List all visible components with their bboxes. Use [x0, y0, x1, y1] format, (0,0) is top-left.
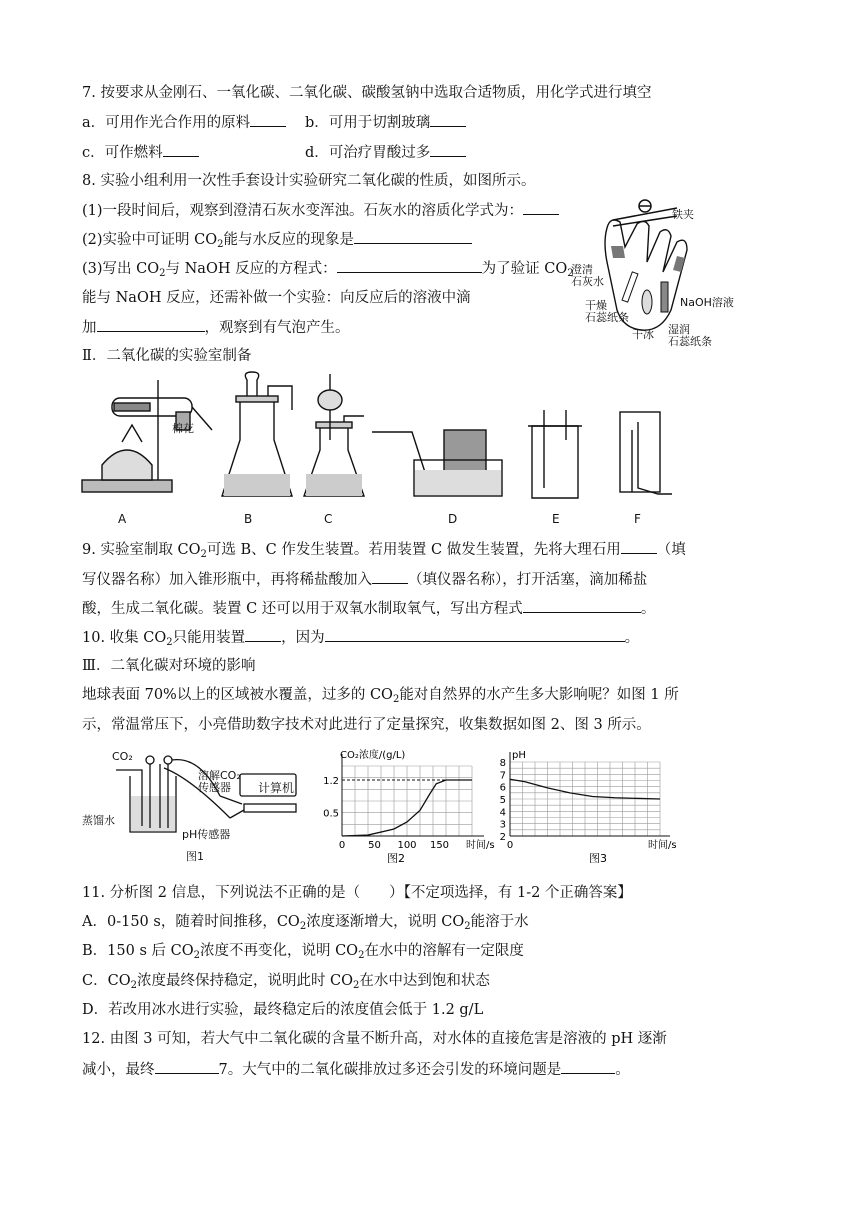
figure-3-chart	[488, 748, 688, 863]
dry-ice-icon	[642, 290, 652, 314]
q10-blank-device[interactable]	[245, 628, 281, 642]
q11-option-c[interactable]	[82, 972, 490, 995]
x-tick-label: 100	[397, 840, 417, 851]
q9-text-c: （填	[656, 542, 686, 558]
q8-p3-text-c: 为了验证 CO	[481, 261, 568, 277]
q7-c-text: c．可作燃料	[82, 145, 163, 161]
label-clip: 铁夹	[672, 208, 694, 221]
q8-p2-text-b: 能与水反应的现象是	[223, 232, 355, 248]
subscript: 2	[299, 921, 307, 932]
x-tick-label: 0	[506, 840, 514, 851]
q8-p3-text-b: 与 NaOH 反应的方程式：	[165, 261, 337, 277]
fig1-co2-sensor-label: 溶解CO₂ 传感器	[198, 769, 241, 794]
label-cotton: 棉花	[172, 422, 194, 435]
q11-stem: 11. 分析图 2 信息，下列说法不正确的是（ ）【不定项选择，有 1-2 个正确答案】	[82, 885, 632, 901]
apparatus-label-e: E	[552, 512, 560, 526]
q10	[82, 628, 639, 652]
apparatus-e	[528, 410, 582, 498]
y-tick-label: 6	[499, 782, 506, 794]
q9-text-e: （填仪器名称），打开活塞，滴加稀盐	[408, 572, 648, 588]
subscript: 2	[159, 268, 166, 279]
q7-d-text: d．可治疗胃酸过多	[305, 145, 431, 161]
subscript: 2	[193, 950, 200, 961]
subscript: 2	[353, 980, 360, 991]
apparatus-label-c: C	[324, 512, 333, 526]
sec3-intro-a: 地球表面 70%以上的区域被水覆盖，过多的 CO	[82, 687, 393, 703]
q8-p2	[82, 230, 472, 254]
subscript: 2	[358, 950, 365, 961]
q9-blank-instrument1[interactable]	[621, 540, 657, 554]
dry-litmus-strip-icon	[622, 272, 638, 302]
q8-p1-text: (1)一段时间后，观察到澄清石灰水变浑浊。石灰水的溶质化学式为：	[82, 203, 524, 219]
q7-a-blank[interactable]	[250, 113, 286, 127]
x-axis-label: 时间/s	[648, 840, 677, 851]
q12-blank-problem[interactable]	[561, 1060, 615, 1074]
naoh-fill	[673, 256, 685, 272]
q10-text-c: ，因为	[281, 630, 325, 646]
y-tick-label: 3	[499, 819, 506, 831]
q8-p2-blank[interactable]	[354, 230, 472, 244]
q9-blank-equation[interactable]	[523, 599, 641, 613]
subscript: 2	[166, 637, 173, 648]
q8-p1-blank[interactable]	[523, 201, 559, 215]
q12-text-b: 7。大气中的二氧化碳排放过多还会引发的环境问题是	[218, 1062, 562, 1078]
label-limewater: 澄清 石灰水	[571, 263, 604, 288]
q11-option-d[interactable]: D．若改用冰水进行实验，最终稳定后的浓度值会低于 1.2 g/L	[82, 1002, 484, 1018]
label-wet-paper: 湿润 石蕊纸条	[668, 323, 712, 348]
q7-d	[305, 143, 466, 162]
q10-text-a: 10. 收集 CO	[82, 630, 167, 646]
x-tick-label: 50	[368, 840, 381, 851]
label-naoh: NaOH溶液	[680, 296, 734, 309]
sec3-intro-b: 能对自然界的水产生多大影响呢？如图 1 所	[399, 687, 679, 703]
q7-stem: 7. 按要求从金刚石、一氧化碳、二氧化碳、碳酸氢钠中选取合适物质，用化学式进行填空	[82, 85, 652, 101]
q8-stem: 8. 实验小组利用一次性手套设计实验研究二氧化碳的性质，如图所示。	[82, 173, 536, 189]
section-2-title: Ⅱ．二氧化碳的实验室制备	[82, 348, 252, 364]
y-tick-label: 5	[499, 795, 506, 806]
apparatus-d	[372, 430, 502, 496]
y-tick-label: 0.5	[323, 808, 339, 820]
fig1-water-label: 蒸馏水	[82, 814, 115, 827]
y-axis-label: CO₂浓度/(g/L)	[340, 750, 406, 761]
apparatus-label-f: F	[634, 512, 641, 526]
q8-p3-text-f: ，观察到有气泡产生。	[204, 320, 350, 336]
q11-b-text-2: 浓度不再变化，说明 CO	[199, 943, 359, 959]
sec3-intro-2: 示，常温常压下，小亮借助数字技术对此进行了定量探究，收集数据如图 2、图 3 所示。	[82, 717, 651, 733]
q12-blank-compare[interactable]	[155, 1060, 219, 1074]
q12-line1: 12. 由图 3 可知，若大气中二氧化碳的含量不断升高，对水体的直接危害是溶液的 pH 逐渐	[82, 1031, 667, 1047]
q9-text-d: 写仪器名称）加入锥形瓶中，再将稀盐酸加入	[82, 572, 372, 588]
apparatus-label-a: A	[118, 512, 127, 526]
q11-c-text-3: 在水中达到饱和状态	[359, 973, 490, 989]
q7-b	[305, 113, 466, 132]
subscript: 2	[217, 239, 224, 250]
q7-c	[82, 143, 199, 162]
fig1-ph-sensor-label: pH传感器	[182, 828, 231, 841]
fig1-caption: 图1	[186, 850, 204, 863]
q9-text-g: 。	[640, 601, 656, 617]
q8-p3-blank-equation[interactable]	[337, 259, 482, 273]
y-tick-label: 7	[499, 770, 506, 782]
fig1-co2-label: CO₂	[112, 750, 133, 763]
q8-p1	[82, 201, 559, 220]
apparatus-b	[222, 372, 292, 496]
x-tick-label: 150	[429, 840, 450, 851]
q8-p3-line2: 能与 NaOH 反应，还需补做一个实验：向反应后的溶液中滴	[82, 290, 471, 306]
label-dry-paper: 干燥 石蕊纸条	[585, 299, 629, 324]
subscript: 2	[130, 980, 137, 991]
label-dry-ice: 干冰	[632, 328, 654, 341]
apparatus-figure	[72, 370, 692, 510]
q9-line2	[82, 570, 647, 589]
q7-a-text: a．可用作光合作用的原料	[82, 115, 251, 131]
subscript: 2	[567, 268, 574, 279]
q8-p3	[82, 259, 574, 283]
chart-caption: 图3	[589, 852, 607, 863]
subscript: 2	[464, 921, 471, 932]
y-tick-label: 4	[499, 807, 506, 819]
q9-line1	[82, 540, 686, 564]
q10-text-b: 只能用装置	[172, 630, 246, 646]
q11-b-text-3: 在水中的溶解有一定限度	[364, 943, 524, 959]
subscript: 2	[392, 694, 400, 705]
x-tick-label: 0	[338, 840, 346, 851]
x-axis-label: 时间/s	[466, 840, 495, 851]
chart-caption: 图2	[387, 852, 405, 863]
subscript: 2	[200, 549, 207, 560]
y-axis-label: pH	[512, 750, 526, 761]
fig1-computer-label: 计算机	[258, 781, 295, 795]
y-tick-label: 2	[499, 832, 506, 843]
apparatus-a	[82, 380, 212, 492]
q11-a-text-1: A．0-150 s，随着时间推移，CO	[82, 914, 300, 930]
q10-text-d: 。	[624, 630, 640, 646]
apparatus-c	[304, 374, 364, 496]
apparatus-label-b: B	[244, 512, 253, 526]
q11-c-text-2: 浓度最终保持稳定，说明此时 CO	[136, 973, 354, 989]
q8-p3-line3	[82, 318, 350, 337]
q8-p3-text-e: 加	[82, 320, 97, 336]
section-3-title: Ⅲ．二氧化碳对环境的影响	[82, 658, 256, 674]
y-tick-label: 1.2	[323, 776, 339, 787]
q11-a-text-3: 能溶于水	[470, 914, 529, 930]
figure-2-chart	[320, 748, 500, 863]
q7-a	[82, 113, 286, 132]
q7-b-text: b．可用于切割玻璃	[305, 115, 431, 131]
apparatus-f	[620, 412, 672, 494]
q12-text-c: 。	[615, 1062, 630, 1078]
sec3-intro-1	[82, 686, 679, 709]
q9-line3	[82, 599, 655, 618]
q11-option-a[interactable]	[82, 913, 529, 936]
q11-option-b[interactable]	[82, 942, 524, 965]
q12-text-a: 减小，最终	[82, 1062, 155, 1078]
q11-b-text-1: B．150 s 后 CO	[82, 943, 194, 959]
q11-c-text-1: C．CO	[82, 973, 131, 989]
q9-text-b: 可选 B、C 作发生装置。若用装置 C 做发生装置，先将大理石用	[206, 542, 621, 558]
y-tick-label: 8	[499, 758, 506, 769]
q12-line2	[82, 1060, 630, 1079]
q7-c-blank[interactable]	[163, 143, 199, 157]
q10-blank-reason[interactable]	[325, 628, 625, 642]
q8-p3-text-a: (3)写出 CO	[82, 261, 160, 277]
q9-text-f: 酸，生成二氧化碳。装置 C 还可以用于双氧水制取氧气，写出方程式	[82, 601, 523, 617]
q7-d-blank[interactable]	[430, 143, 466, 157]
limewater-fill	[611, 246, 625, 258]
wet-litmus-strip-icon	[661, 282, 668, 312]
q11-a-text-2: 浓度逐渐增大，说明 CO	[306, 914, 465, 930]
apparatus-label-d: D	[448, 512, 458, 526]
q7-b-blank[interactable]	[430, 113, 466, 127]
q9-blank-instrument2[interactable]	[372, 570, 408, 584]
q8-p3-blank-reagent[interactable]	[97, 318, 205, 332]
q9-text-a: 9. 实验室制取 CO	[82, 542, 201, 558]
q8-p2-text-a: (2)实验中可证明 CO	[82, 232, 218, 248]
